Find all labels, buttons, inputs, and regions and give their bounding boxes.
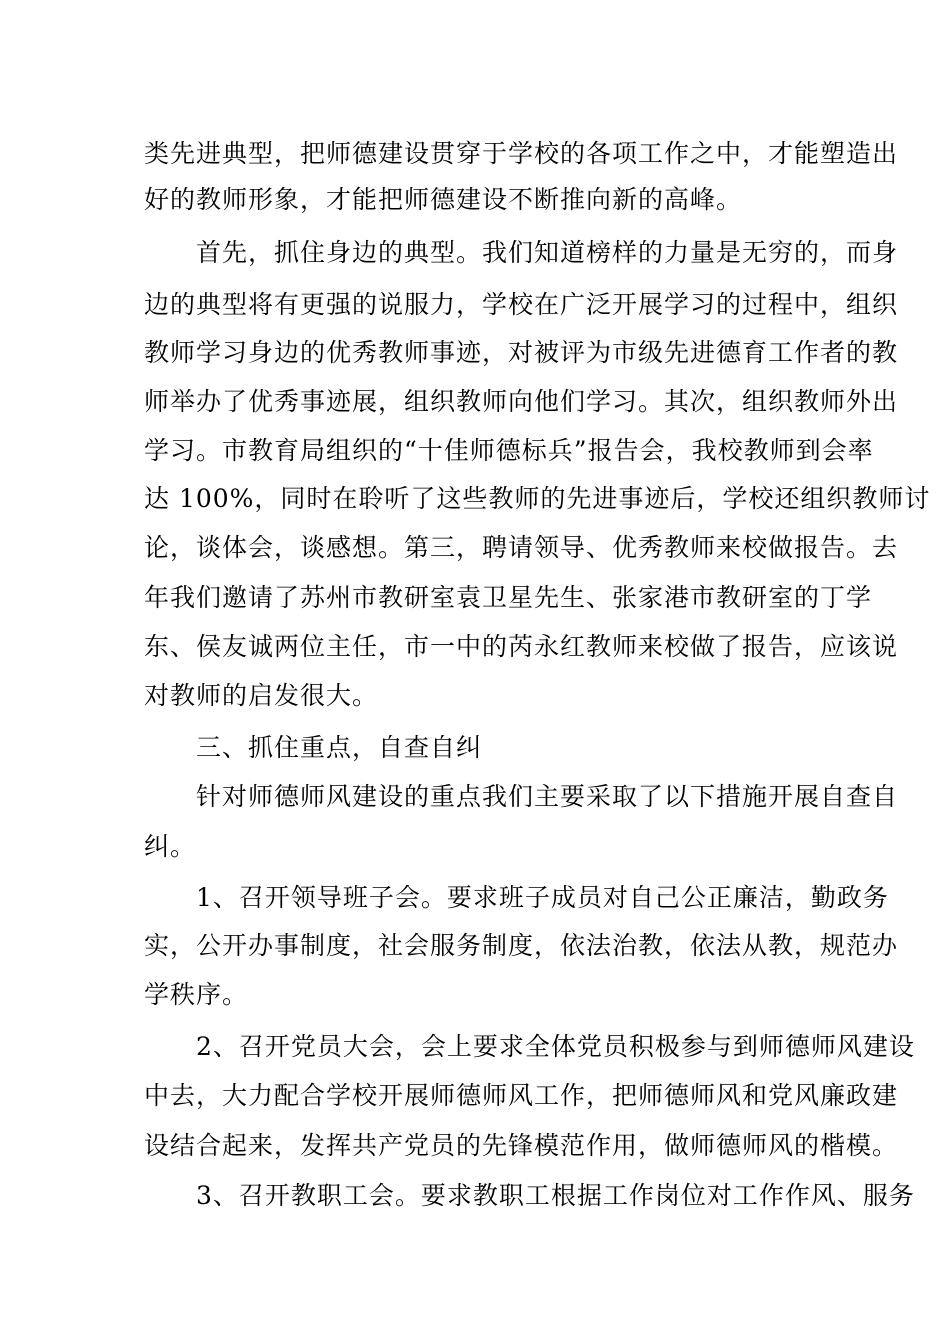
list-item-1-line-2: 实，公开办事制度，社会服务制度，依法治教，依法从教，规范办 <box>144 931 899 960</box>
text-line-1: 类先进典型，把师德建设贯穿于学校的各项工作之中，才能塑造出 <box>144 139 899 168</box>
section-heading: 三、抓住重点，自查自纠 <box>196 733 483 762</box>
list-item-3-line-1: 3、召开教职工会。要求教职工根据工作岗位对工作作风、服务 <box>196 1181 915 1210</box>
text-line-4: 边的典型将有更强的说服力，学校在广泛开展学习的过程中，组织 <box>144 290 899 319</box>
text-line-2: 好的教师形象，才能把师德建设不断推向新的高峰。 <box>144 185 743 214</box>
text-line-5: 教师学习身边的优秀教师事迹，对被评为市级先进德育工作者的教 <box>144 338 899 367</box>
text-line-14: 针对师德师风建设的重点我们主要采取了以下措施开展自查自 <box>196 782 899 811</box>
list-item-2-line-2: 中去，大力配合学校开展师德师风工作，把师德师风和党风廉政建 <box>144 1081 899 1110</box>
list-item-1-line-3: 学秩序。 <box>144 980 249 1009</box>
text-line-8: 达 100%，同时在聆听了这些教师的先进事迹后，学校还组织教师讨 <box>144 484 931 513</box>
list-item-2-line-1: 2、召开党员大会，会上要求全体党员积极参与到师德师风建设 <box>196 1032 915 1061</box>
list-item-2-line-3: 设结合起来，发挥共产党员的先锋模范作用，做师德师风的楷模。 <box>144 1131 899 1160</box>
text-line-11: 东、侯友诚两位主任，市一中的芮永红教师来校做了报告，应该说 <box>144 632 899 661</box>
text-line-7: 学习。市教育局组织的“十佳师德标兵”报告会，我校教师到会率 <box>144 436 874 465</box>
text-line-6: 师举办了优秀事迹展，组织教师向他们学习。其次，组织教师外出 <box>144 387 899 416</box>
list-item-1-line-1: 1、召开领导班子会。要求班子成员对自己公正廉洁，勤政务 <box>196 883 889 912</box>
text-line-10: 年我们邀请了苏州市教研室袁卫星先生、张家港市教研室的丁学 <box>144 583 873 612</box>
text-line-3: 首先，抓住身边的典型。我们知道榜样的力量是无穷的，而身 <box>196 238 899 267</box>
text-line-9: 论，谈体会，谈感想。第三，聘请领导、优秀教师来校做报告。去 <box>144 533 899 562</box>
text-line-12: 对教师的启发很大。 <box>144 681 379 710</box>
text-line-15: 纠。 <box>144 832 197 861</box>
